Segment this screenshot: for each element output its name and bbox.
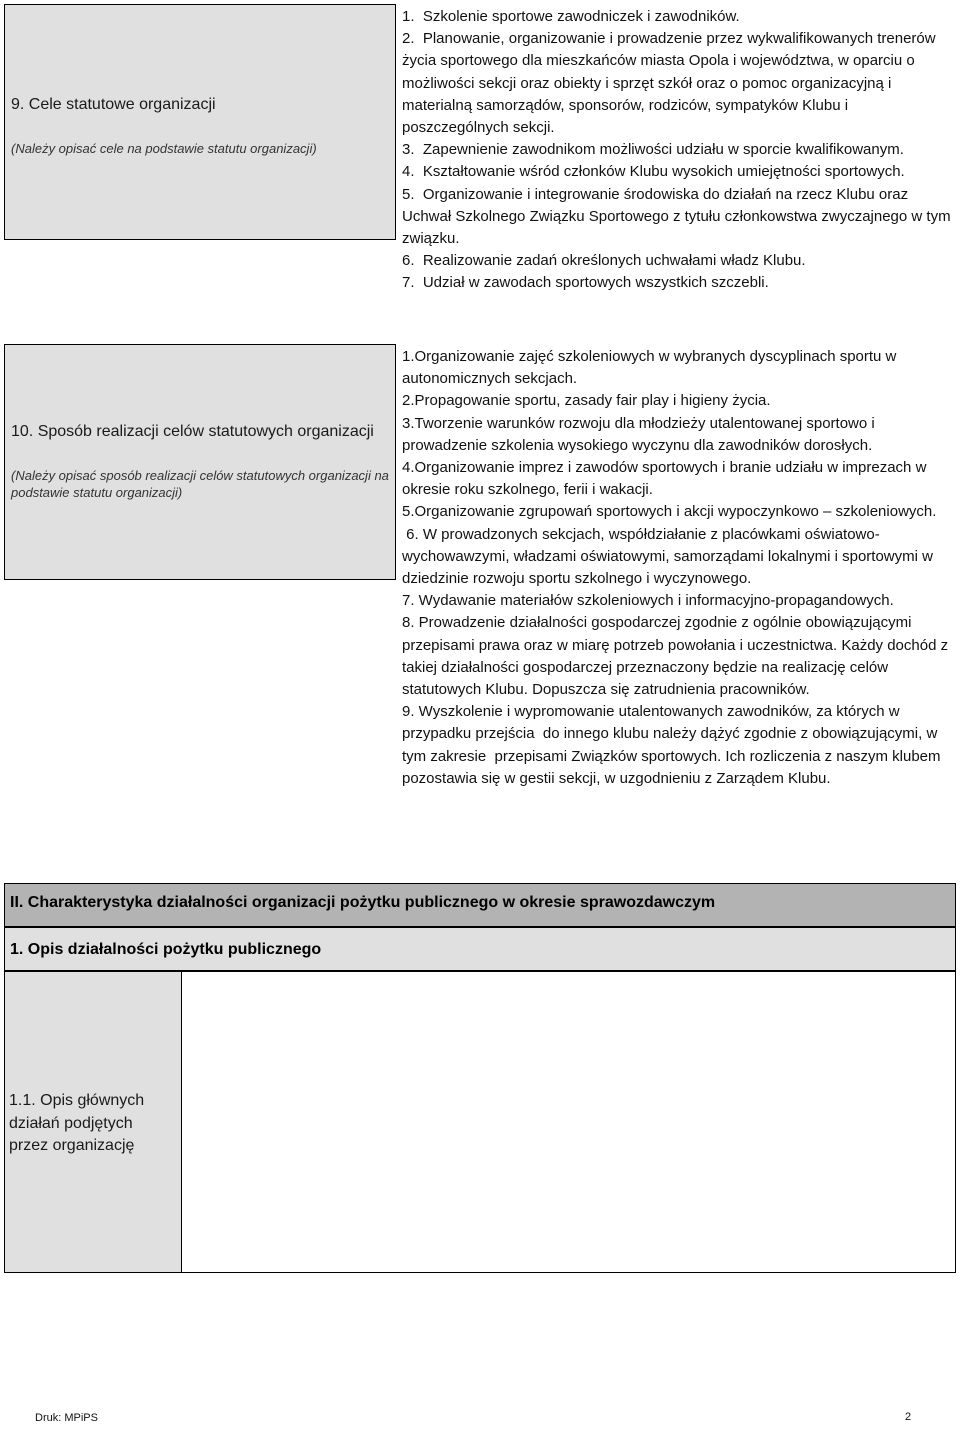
method-item: 5.Organizowanie zgrupowań sportowych i akcji wypoczynkowo – szkoleniowych. xyxy=(402,503,937,521)
method-item: 8. Prowadzenie działalności gospodarczej zgodnie z ogólnie obowiązującymi przepisami prawa oraz w miarę potrzeb powołania i uczestnictwa. Każdy dochód z takiej działalności gospodarczej przeznaczony będzie na realizację celów statutowych Klubu. Dopuszcza się zatrudnienia pracowników. xyxy=(402,614,953,699)
section-1-1-title: 1.1. Opis głównych działań podjętych przez organizację xyxy=(9,1092,145,1154)
print-label: Druk: MPiPS xyxy=(35,1412,98,1424)
section-9-label xyxy=(4,4,396,240)
section-1-header xyxy=(4,927,956,971)
method-item: 6. W prowadzonych sekcjach, współdziałanie z placówkami oświatowo-wychowawzymi, władzami oświatowymi, samorządami lokalnymi i sportowymi w dziedzinie rozwoju sportu szkolnego i wyczynowego. xyxy=(402,525,938,588)
section-II-header xyxy=(4,883,956,927)
goal-item: 1. Szkolenie sportowe zawodniczek i zawodników. xyxy=(402,8,740,25)
section-10-title: 10. Sposób realizacji celów statutowych organizacji xyxy=(11,423,374,440)
section-9-title: 9. Cele statutowe organizacji xyxy=(11,96,216,113)
goal-item: 3. Zapewnienie zawodnikom możliwości udziału w sporcie kwalifikowanym. xyxy=(402,141,904,159)
section-9-hint: (Należy opisać cele na podstawie statutu organizacji) xyxy=(11,141,317,156)
method-item: 7. Wydawanie materiałów szkoleniowych i informacyjno-propagandowych. xyxy=(402,592,894,610)
goal-item: 4. Kształtowanie wśród członków Klubu wysokich umiejętności sportowych. xyxy=(402,163,905,181)
section-1-title: 1. Opis działalności pożytku publicznego xyxy=(10,941,322,958)
goal-item: 6. Realizowanie zadań określonych uchwałami władz Klubu. xyxy=(402,252,806,270)
section-10-label xyxy=(4,344,396,580)
section-10-hint: (Należy opisać sposób realizacji celów statutowych organizacji na podstawie statutu organizacji) xyxy=(11,468,389,500)
goal-item: 2. Planowanie, organizowanie i prowadzenie przez wykwalifikowanych trenerów życia sportowego dla mieszkańców miasta Opola i województwa, w oparciu o możliwości sekcji oraz obiekty i sprzęt szkół oraz o pomoc organizacyjną i materialną samorządów, sponsorów, rodziców, sympatyków Klubu i poszczególnych sekcji. xyxy=(402,30,944,137)
section-10-content xyxy=(402,346,954,790)
method-item: 4.Organizowanie imprez i zawodów sportowych i branie udziału w imprezach w okresie roku szkolnego, ferii i wakacji. xyxy=(402,459,931,499)
page-number: 2 xyxy=(905,1411,912,1423)
method-item: 1.Organizowanie zajęć szkoleniowych w wybranych dyscyplinach sportu w autonomicznych sekcjach. xyxy=(402,348,901,388)
section-1-1-content xyxy=(182,971,956,1273)
goal-item: 7. Udział w zawodach sportowych wszystkich szczebli. xyxy=(402,274,769,292)
section-9-content xyxy=(402,6,954,295)
section-1-1-label xyxy=(4,971,182,1273)
goal-item: 5. Organizowanie i integrowanie środowiska do działań na rzecz Klubu oraz Uchwał Szkolnego Związku Sportowego z tytułu członkowstwa zwyczajnego w tym związku. xyxy=(402,185,955,248)
method-item: 9. Wyszkolenie i wypromowanie utalentowanych zawodników, za których w przypadku przejścia do innego klubu należy dążyć zgodnie z obowiązującymi, w tym zakresie przepisami Związków sportowych. Ich rozliczenia z naszym klubem pozostawia się w gestii sekcji, w uzgodnieniu z Zarządem Klubu. xyxy=(402,703,945,787)
method-item: 2.Propagowanie sportu, zasady fair play i higieny życia. xyxy=(402,392,771,410)
method-item: 3.Tworzenie warunków rozwoju dla młodzieży utalentowanej sportowo i prowadzenie szkolenia wysokiego wyczynu dla zawodników dorosłych. xyxy=(402,414,879,454)
section-II-title: II. Charakterystyka działalności organizacji pożytku publicznego w okresie sprawozdawczym xyxy=(10,894,716,911)
